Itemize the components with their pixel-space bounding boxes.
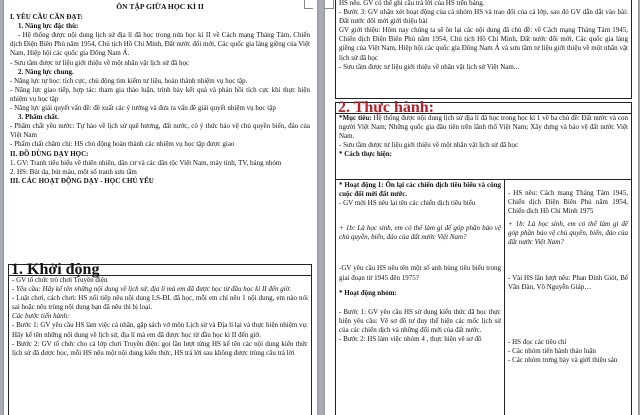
table-line: - Bước 3: GV nhận xét hoạt động của cả nhóm HS và trao đổi của cả lớp, sau đó GV dẫn dắt vào bài: Đất nước đổi mới giới thiệu bài [339, 8, 628, 26]
table-line: - Sưu tầm được tư liệu giới thiệu về nhân vật lịch sử Việt Nam... [339, 62, 520, 71]
table-line: - Bước 2: GV tổ chức cho cả lớp chơi Truyền điện: gọi lần lượt từng HS kể tên các nội dung kiến thức lịch sử đã được học, mỗi HS nêu một nội dung kiến thức, HS trả lời sau không được trùng câu trả lời [12, 339, 308, 357]
table-header: 1. Khởi động [9, 265, 311, 276]
document-page-left [4, 0, 317, 415]
paragraph: 1. GV: Tranh tiêu biểu về thiên nhiên, dân cư và các dân tộc Việt Nam, máy tính, TV, bảng nhóm [10, 158, 282, 167]
column-divider [504, 179, 505, 415]
table-line: - Các nhóm tiến hành thảo luận [508, 346, 596, 355]
table-line: - Yêu cầu: Hãy kể tên những nội dung về lịch sử, địa lí mà em đã được học từ đầu học kì II đến giờ. [12, 285, 292, 294]
table-line: * Cách thực hiện: [339, 150, 393, 159]
table-line: - Vài HS lần lượt nêu: Phan Đình Giót, Bế Văn Đàn, Võ Nguyễn Giáp… [508, 273, 628, 291]
goal-label: *Mục tiêu: [339, 114, 372, 122]
page-title: ÔN TẬP GIỮA HỌC KÌ II [116, 2, 204, 11]
table-line: - Các nhóm trưng bày và giới thiệu sản [508, 355, 618, 364]
continued-table [335, 0, 632, 99]
paragraph: - Năng lực giải quyết vấn đề: đề xuất các ý tưởng và đưa ra vấn đề giải quyết nhiệm vụ học tập [10, 104, 276, 113]
table-line: + 1b: Là học sinh, em có thể làm gì để góp phần bảo vệ chủ quyền, biển, đảo của đất nước Việt Nam? [339, 224, 501, 242]
table-line: + 1b: Là học sinh, em có thể làm gì để góp phần bảo vệ chủ quyền, biển, đảo của đất nước Việt Nam? [508, 220, 628, 247]
section-heading: II. ĐỒ DÙNG DẠY HỌC: [10, 149, 89, 158]
subsection-heading: 3. Phẩm chất. [18, 113, 59, 122]
table-line: - GV mời HS nêu lại tên các chiến dịch tiêu biểu [339, 199, 476, 208]
table-body [9, 276, 311, 358]
table-body [336, 0, 631, 72]
table-line: - Sưu tầm được tư liệu giới thiệu về một nhân vật lịch sử đã học [339, 141, 519, 150]
paragraph: - Năng lực tự học: tích cực, chủ động tìm kiếm tư liệu, hoàn thành nhiệm vụ học tập. [10, 76, 248, 85]
paragraph: - Phẩm chất yêu nước: Tự hào về lịch sử quê hương, đất nước, có ý thức bảo vệ chủ quyền biển, đảo của Việt Nam [10, 122, 310, 140]
paragraph: - Sưu tầm được tư liệu giới thiệu về một nhân vật lịch sử đã học [10, 58, 190, 67]
practice-table [335, 99, 632, 415]
table-line: - Bước 1: GV yêu cầu HS làm việc cá nhân, gặp sách vở môn Lịch sử và Địa lí lại và thực hiện nhiệm vụ: Hãy kể tên những nội dung về lịch sử, địa lí mà em đã được học từ đầu học kì II đến giờ. [12, 321, 308, 339]
activity-table [8, 261, 312, 415]
table-line: HS nêu. GV có thể ghi câu trả lời của HS trên bảng. [339, 0, 485, 7]
table-line: GV giới thiệu: Hôm nay chúng ta sẽ ôn lại các nội dung đã chủ đề: về Cách mạng Tháng Tám 1945, Chiến dịch Điện Biên Phủ năm 1954, Chủ tịch Hồ Chí Minh, Đất nước đổi mới, Các quốc gia láng giềng của Việt Nam, Hiệp hội các quốc gia Đông Nam Á và sưu tầm tư liệu giới thiệu về một nhân vật lịch sử đã học [339, 26, 628, 62]
paragraph: 2. HS: Bút dạ, bút màu, một số tranh sưu tầm [10, 167, 137, 176]
goal-block [336, 114, 631, 159]
document-page-right [325, 0, 638, 415]
section-heading: III. CÁC HOẠT ĐỘNG DẠY - HỌC CHỦ YẾU [10, 176, 154, 185]
activity-heading: * Hoạt động 1: Ôn lại các chiến dịch tiêu biểu và công cuộc đổi mới đất nước. [339, 181, 501, 199]
table-line: -GV yêu cầu HS nêu tên một số anh hùng tiêu biểu trong giai đoạn từ 1945 đến 1975? [339, 264, 501, 282]
table-line: - Bước 2: HS làm việc nhóm 4 , thực hiện vẽ sơ đồ [339, 335, 482, 344]
activity-heading: * Hoạt động nhóm: [339, 288, 397, 297]
goal-text: Hệ thống được nội dung lịch sử địa lí đã học trong học kì 1 về ba chủ đề: Đất nước và con người Việt Nam; Những quốc gia đầu tiên trên lãnh thổ Việt Nam; Xây dựng và bảo vệ đất nước Việt Nam. [339, 114, 628, 141]
table-line: - Luật chơi, cách chơi: HS nối tiếp nêu nội dung LS-ĐL đã học, mỗi em chỉ nêu 1 nội dung, em nào nói sai hoặc nêu trùng nội dung bạn đã nêu thì bị loại. [12, 294, 308, 312]
section-heading: I. YÊU CẦU CẦN ĐẠT: [10, 13, 83, 22]
table-line: Các bước tiến hành: [12, 312, 70, 321]
page-body [10, 2, 310, 186]
table-line: - HS nêu: Cách mạng Tháng Tám 1945, Chiến dịch Điện Biên Phủ năm 1954, Chiến dịch Hồ Chí Minh 1975 [508, 189, 628, 216]
table-line: - Bước 1: GV yêu cầu HS sử dụng kiến thức đã học thực hiện yêu cầu: Vẽ sơ đồ tư duy thể hiện các mốc lịch sử của các chiến dịch và những đổi mới của đất nước. [339, 307, 501, 334]
table-header: 2. Thực hành: [336, 103, 631, 114]
row-divider [336, 179, 631, 180]
subsection-heading: 2. Năng lực chung. [18, 67, 74, 76]
teacher-column [339, 181, 501, 344]
table-line: - HS đọc các tiêu chí [508, 337, 567, 346]
subsection-heading: 1. Năng lực đặc thù: [18, 22, 79, 31]
paragraph: - Năng lực giao tiếp, hợp tác: tham gia thảo luận, trình bày kết quả và phản hồi tích cực khi thực hiện nhiệm vụ học tập [10, 85, 310, 103]
paragraph: - Hệ thống được nội dung lịch sử địa lí đã học trong nửa học kì II về Cách mạng Tháng Tám, Chiến dịch Điện Biên Phủ năm 1954, Chủ tịch Hồ Chí Minh, Đất nước đổi mới, Các quốc gia láng giềng của Việt Nam, Hiệp hội các quốc gia Đông Nam Á. [10, 31, 310, 58]
table-line: - GV tổ chức trò chơi Truyền điện [12, 276, 108, 284]
margin-marker [325, 0, 334, 9]
student-column [508, 189, 628, 365]
paragraph: - Phẩm chất chăm chỉ: HS chủ động hoàn thành các nhiệm vụ học tập được giao [10, 140, 235, 149]
